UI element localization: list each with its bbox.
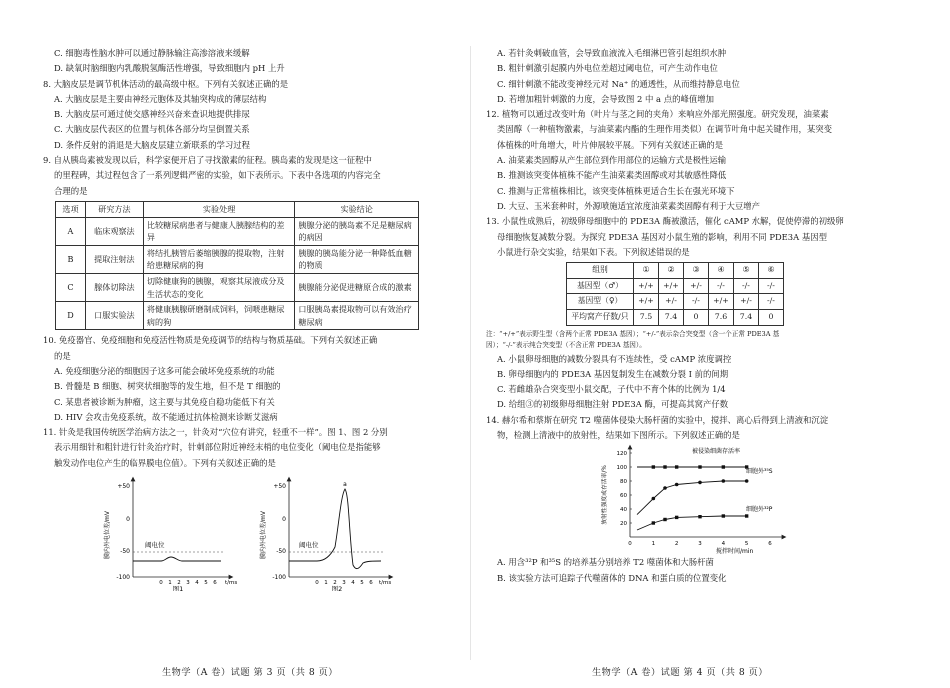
q13-option-a: A. 小鼠卵母细胞的减数分裂具有不连续性，受 cAMP 浓度调控 (497, 353, 732, 364)
table-cell: 7.6 (709, 309, 734, 325)
table-cell: 口服胰岛素提取物可以有效治疗糖尿病 (295, 302, 419, 330)
table-cell: 提取注射法 (85, 245, 143, 273)
fig2-xtick: 4 (351, 579, 355, 586)
data-point (722, 466, 725, 469)
option: D. 缺氧时脑细胞内乳酸脱氢酶活性增强，导致细胞内 pH 上升 (54, 63, 285, 74)
figure-2 (259, 479, 391, 591)
table-cell: 0 (759, 309, 784, 325)
data-point (722, 515, 725, 518)
table-cell: 7.5 (634, 309, 659, 325)
q8-stem: 8. 大脑皮层是调节机体活动的最高级中枢。下列有关叙述正确的是 (43, 78, 289, 89)
q10-stem-line: 10. 免疫器官、免疫细胞和免疫活性物质是免疫调节的结构与物质基础。下列有关叙述正确 (43, 335, 378, 346)
q12-option-d: D. 大豆、玉米套种时，外源喷施适宜浓度油菜素类固醇有利于大豆增产 (497, 200, 760, 211)
table-cell: 胰腺能分泌促进糖原合成的激素 (295, 273, 419, 301)
fig1-xtick: 0 (159, 579, 163, 586)
fig2-threshold-label: 阈电位 (299, 540, 319, 549)
data-point (675, 466, 678, 469)
table-row (567, 278, 784, 294)
table-row (56, 217, 419, 245)
fig1-xunit: t/ms (225, 579, 238, 586)
fig1-xtick: 4 (195, 579, 199, 586)
q12-stem-line: 类固醇（一种植物激素，与油菜素内酯的生理作用类似）在调节叶角中起关键作用，某突变 (497, 124, 832, 135)
fig2-xtick: 3 (342, 579, 346, 586)
table-cell: 7.4 (734, 309, 759, 325)
table-cell: B (56, 245, 86, 273)
q14-option-a: A. 用含³²P 和³⁵S 的培养基分别培养 T2 噬菌体和大肠杆菌 (497, 557, 714, 568)
table-cell: 平均窝产仔数/只 (567, 309, 634, 325)
table-cell: -/- (684, 294, 709, 310)
q13-table (566, 262, 784, 325)
q13-option-c: C. 若雌雄杂合突变型小鼠交配，子代中不育个体的比例为 1/4 (497, 384, 726, 395)
data-point (652, 522, 655, 525)
q10-option-c: C. 某患者被诊断为肿瘤，这主要与其免疫自稳功能低下有关 (54, 396, 275, 407)
q12-option-c: C. 推测与正常植株相比，该突变体植株更适合生长在强光环境下 (497, 185, 735, 196)
fig1-xtick: 1 (168, 579, 172, 586)
table-header: 组别 (567, 263, 634, 279)
table-cell: 临床观察法 (85, 217, 143, 245)
q10-option-d: D. HIV 会攻击免疫系统，故不能通过抗体检测来诊断艾滋病 (54, 411, 278, 422)
legend-s35: 细胞外³⁵S (746, 468, 773, 476)
fig1-curve (133, 557, 221, 561)
table-cell: 腺体切除法 (85, 273, 143, 301)
data-point (652, 466, 655, 469)
data-point (698, 466, 701, 469)
chart-ytick: 120 (616, 451, 627, 458)
data-point (675, 516, 678, 519)
q13-stem-line: 小鼠进行杂交实验，结果如下表。下列叙述错误的是 (497, 246, 690, 257)
table-cell: 比较糖尿病患者与健康人胰腺结构的差异 (143, 217, 294, 245)
q8-option-a: A. 大脑皮层是主要由神经元胞体及其轴突构成的薄层结构 (54, 93, 267, 104)
table-cell: A (56, 217, 86, 245)
fig1-ytick: -50 (120, 547, 130, 555)
q10-option-b: B. 骨髓是 B 细胞、树突状细胞等的发生地，但不是 T 细胞的 (54, 381, 281, 392)
q10-stem-line: 的是 (54, 350, 71, 361)
fig2-curve (289, 489, 381, 569)
q12-option-b: B. 推测该突变体植株不能产生油菜素类固醇或对其敏感性降低 (497, 170, 727, 181)
table-cell: +/- (734, 294, 759, 310)
q11-option-a: A. 若针灸刺破血管，会导致血液流入毛细淋巴管引起组织水肿 (497, 48, 727, 58)
table-cell: 胰腺的胰岛能分泌一种降低血糖的物质 (295, 245, 419, 273)
data-point (663, 466, 666, 469)
q13-option-b: B. 卵母细胞内的 PDE3A 基因复制发生在减数分裂 I 前的间期 (497, 368, 729, 379)
fig2-xtick: 6 (369, 579, 373, 586)
q13-stem-line: 13. 小鼠性成熟后，初级卵母细胞中的 PDE3A 酶被激活，催化 cAMP 水解，促使停滞的初级卵 (486, 216, 844, 227)
right-column (486, 46, 906, 586)
q9-stem-line: 合理的是 (54, 185, 88, 196)
table-cell: +/+ (709, 294, 734, 310)
table-row (56, 245, 419, 273)
q8-option-b: B. 大脑皮层可通过使交感神经兴奋来查识地提供排尿 (54, 109, 250, 120)
left-column (43, 46, 461, 591)
q11-option-c: C. 细针刺激不能改变神经元对 Na⁺ 的通透性，从而维持静息电位 (497, 78, 740, 89)
table-cell: 切除健康狗的胰腺，观察其尿液成分及生活状态的变化 (143, 273, 294, 301)
table-header: 选项 (56, 201, 86, 217)
table-row (56, 302, 419, 330)
table-cell: +/+ (634, 278, 659, 294)
table-row (567, 294, 784, 310)
q8-option-c: C. 大脑皮层代表区的位置与机体各部分均呈倒置关系 (54, 124, 250, 135)
fig2-xtick: 1 (324, 579, 328, 586)
table-cell: -/- (759, 294, 784, 310)
table-cell: 将健康胰腺研磨制成饲料，饲喂患糖尿病的狗 (143, 302, 294, 330)
table-row (567, 309, 784, 325)
table-cell: 基因型（♂） (567, 278, 634, 294)
fig2-ytick: -100 (272, 573, 286, 581)
data-point (745, 515, 748, 518)
chart-ytick: 20 (620, 521, 627, 528)
table-header-row (56, 201, 419, 217)
legend-survival: 被侵染细菌存活率 (692, 448, 741, 456)
table-header: ② (659, 263, 684, 279)
right-footer: 生物学（A 卷）试题 第 4 页（共 8 页） (592, 667, 768, 678)
q10-option-a: A. 免疫细胞分泌的细胞因子这多可能会破坏免疫系统的功能 (54, 365, 275, 376)
fig2-ytick: +50 (273, 482, 286, 490)
table-header: ④ (709, 263, 734, 279)
chart-xtick: 5 (744, 541, 749, 548)
data-point (722, 480, 726, 484)
table-cell: C (56, 273, 86, 301)
table-cell: 基因型（♀） (567, 294, 634, 310)
table-header: ⑤ (734, 263, 759, 279)
data-point (745, 480, 749, 484)
fig2-xtick: 5 (360, 579, 364, 586)
chart-xtick: 6 (768, 541, 772, 548)
table-cell: -/- (759, 278, 784, 294)
q13-option-d: D. 给组③的初级卵母细胞注射 PDE3A 酶，可提高其窝产仔数 (497, 399, 729, 410)
q11-figures (103, 473, 403, 591)
legend-p32: 细胞外³²P (746, 506, 773, 514)
fig2-xtick: 2 (333, 579, 337, 586)
q13-stem-line: 母细胞恢复减数分裂。为探究 PDE3A 基因对小鼠生殖的影响，利用不同 PDE3A 基因型 (497, 231, 827, 242)
table-cell: 0 (684, 309, 709, 325)
left-footer: 生物学（A 卷）试题 第 3 页（共 8 页） (162, 667, 338, 678)
chart-ytick: 40 (620, 507, 627, 514)
table-header: ③ (684, 263, 709, 279)
q13-note: 因）；“-/-”表示纯合突变型（不含正常 PDE3A 基因）。 (486, 341, 646, 350)
chart-xtick: 0 (628, 541, 632, 548)
table-row (56, 273, 419, 301)
fig1-ytick: +50 (117, 482, 130, 490)
fig2-point-a: a (343, 480, 347, 488)
fig2-ytick: -50 (276, 547, 286, 555)
fig1-xtick: 3 (186, 579, 190, 586)
chart-xtick: 2 (674, 541, 679, 548)
q9-stem-line: 的里程碑，其过程包含了一系列逻辑严密的实验，如下表所示。下表中各选项的内容完全 (54, 170, 381, 181)
fig1-ytick: 0 (126, 515, 130, 523)
table-header: 实验结论 (295, 201, 419, 217)
table-header: 实验处理 (143, 201, 294, 217)
q12-option-a: A. 油菜素类固醇从产生部位到作用部位的运输方式是极性运输 (497, 155, 727, 166)
fig1-ylabel: 膜内外电位差/mV (104, 510, 111, 559)
q11-option-d: D. 若增加粗针刺激的力度，会导致图 2 中 a 点的峰值增加 (497, 93, 714, 104)
chart-ylabel: 放射性强度或存活率/% (602, 465, 608, 526)
fig2-caption: 图2 (331, 584, 343, 591)
table-header: ⑥ (759, 263, 784, 279)
q13-note: 注：“+/+”表示野生型（含两个正常 PDE3A 基因）；“+/-”表示杂合突变型（含一个正常 PDE3A 基 (486, 329, 780, 338)
figure-1 (103, 479, 237, 591)
q9-stem-line: 9. 自从胰岛素被发现以后，科学家便开启了寻找激素的征程。胰岛素的发现是这一征程中 (43, 155, 372, 166)
q11-stem-line: 表示用细针和粗针进行针灸治疗时，针刺部位附近神经末梢的电位变化（阈电位是指能够 (54, 442, 381, 453)
table-cell: 胰腺分泌的胰岛素不足是糖尿病的病因 (295, 217, 419, 245)
table-cell: 7.4 (659, 309, 684, 325)
table-cell: 将结扎胰管后萎缩胰腺的提取物，注射给患糖尿病的狗 (143, 245, 294, 273)
q11-stem-line: 11. 针灸是我国传统医学治病方法之一，针灸对“穴位有讲究，轻重不一样”。图 1、图 2 分别 (43, 427, 388, 438)
data-point (698, 515, 701, 518)
fig2-ylabel: 膜内外电位差/mV (260, 510, 267, 559)
fig1-caption: 图1 (172, 584, 184, 591)
q11-option-b: B. 粗针刺激引起膜内外电位差超过阈电位，可产生动作电位 (497, 63, 718, 74)
option: C. 细胞毒性脑水肿可以通过静脉输注高渗溶液来缓解 (54, 48, 250, 58)
chart-ytick: 60 (620, 493, 627, 500)
table-header-row (567, 263, 784, 279)
fig2-xtick: 0 (315, 579, 319, 586)
q14-stem-line: 物，检测上清液中的放射性，结果如下图所示。下列叙述正确的是 (497, 430, 740, 441)
table-header: ① (634, 263, 659, 279)
q14-option-b: B. 该实验方法可追踪子代噬菌体的 DNA 和蛋白质的位置变化 (497, 572, 727, 583)
table-cell: -/- (709, 278, 734, 294)
table-cell: +/+ (659, 278, 684, 294)
fig1-xtick: 2 (177, 579, 181, 586)
q14-stem-line: 14. 赫尔希和蔡斯在研究 T2 噬菌体侵染大肠杆菌的实验中，搅拌、离心后得到上清液和沉淀 (486, 414, 829, 425)
fig1-xtick: 6 (213, 579, 217, 586)
table-cell: D (56, 302, 86, 330)
chart-xlabel: 搅拌时间/min (716, 548, 754, 556)
chart-xtick: 1 (651, 541, 656, 548)
q8-option-d: D. 条件反射的消退是大脑皮层建立新联系的学习过程 (54, 139, 250, 150)
chart-ytick: 80 (620, 479, 627, 486)
fig1-threshold-label: 阈电位 (145, 540, 165, 549)
fig2-ytick: 0 (282, 515, 286, 523)
q12-stem-line: 体植株的叶角增大，叶片伸展较平展。下列有关叙述正确的是 (497, 139, 724, 150)
q11-stem-line: 触发动作电位产生的临界膜电位值）。下列有关叙述正确的是 (54, 457, 276, 468)
table-cell: 口服实验法 (85, 302, 143, 330)
chart-xtick: 3 (698, 541, 702, 548)
data-point (675, 483, 679, 487)
data-point (663, 518, 666, 521)
column-divider (470, 46, 471, 660)
q14-chart (596, 443, 836, 555)
table-cell: +/- (659, 294, 684, 310)
table-header: 研究方法 (85, 201, 143, 217)
fig1-ytick: -100 (116, 573, 130, 581)
data-point (698, 481, 702, 485)
fig1-xtick: 5 (204, 579, 208, 586)
table-cell: -/- (734, 278, 759, 294)
data-point (652, 497, 656, 501)
fig2-xunit: t/ms (379, 579, 392, 586)
chart-ytick: 100 (616, 465, 627, 472)
table-cell: +/+ (634, 294, 659, 310)
q9-table (55, 201, 419, 330)
table-cell: +/- (684, 278, 709, 294)
q12-stem-line: 12. 植物可以通过改变叶角（叶片与茎之间的夹角）来响应外部光照强度。研究发现，油菜素 (486, 109, 829, 120)
chart-xtick: 4 (721, 541, 726, 548)
data-point (663, 487, 667, 491)
